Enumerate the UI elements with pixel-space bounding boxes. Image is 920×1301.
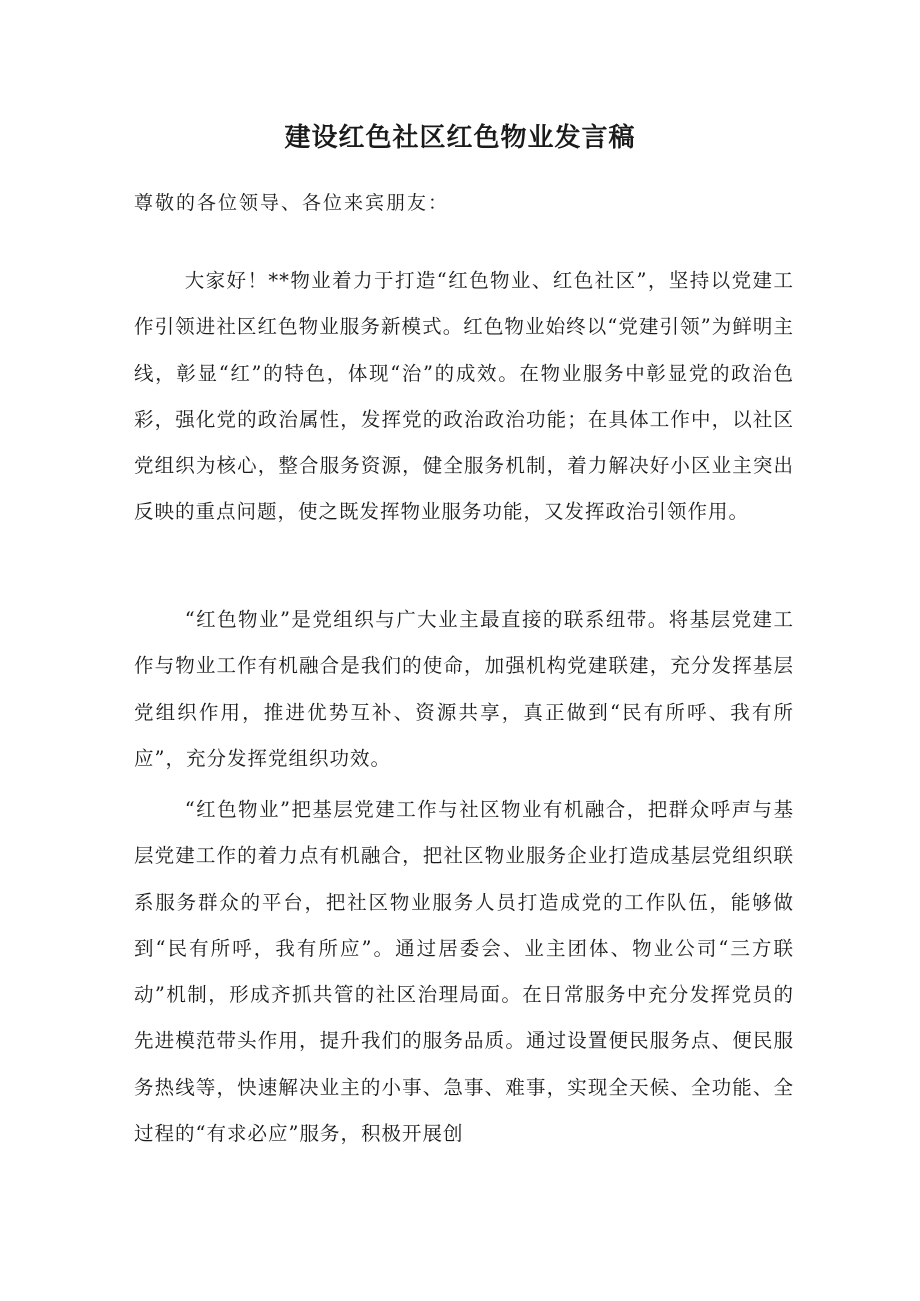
document-title: 建设红色社区红色物业发言稿 — [284, 123, 636, 153]
document-body-2 — [134, 597, 794, 782]
paragraph-3: “红色物业”把基层党建工作与社区物业有机融合，把群众呼声与基层党建工作的着力点有机融合，把社区物业服务企业打造成基层党组织联系服务群众的平台，把社区物业服务人员打造成党的工作队伍，能够做到“民有所呼，我有所应”。通过居委会、业主团体、物业公司“三方联动”机制，形成齐抓共管的社区治理局面。在日常服务中充分发挥党员的先进模范带头作用，提升我们的服务品质。通过设置便民服务点、便民服务热线等，快速解决业主的小事、急事、难事，实现全天候、全功能、全过程的“有求必应”服务，积极开展创 — [134, 798, 794, 1146]
salutation: 尊敬的各位领导、各位来宾朋友： — [134, 192, 450, 214]
document-body — [134, 258, 794, 536]
paragraph-1: 大家好！**物业着力于打造“红色物业、红色社区”，坚持以党建工作引领进社区红色物业服务新模式。红色物业始终以“党建引领”为鲜明主线，彰显“红”的特色，体现“治”的成效。在物业服务中彰显党的政治色彩，强化党的政治属性，发挥党的政治政治功能；在具体工作中，以社区党组织为核心，整合服务资源，健全服务机制，着力解决好小区业主突出反映的重点问题，使之既发挥物业服务功能，又发挥政治引领作用。 — [134, 269, 794, 524]
paragraph-2: “红色物业”是党组织与广大业主最直接的联系纽带。将基层党建工作与物业工作有机融合是我们的使命，加强机构党建联建，充分发挥基层党组织作用，推进优势互补、资源共享，真正做到“民有所呼、我有所应”，充分发挥党组织功效。 — [134, 608, 794, 770]
document-body-3 — [134, 787, 794, 1157]
